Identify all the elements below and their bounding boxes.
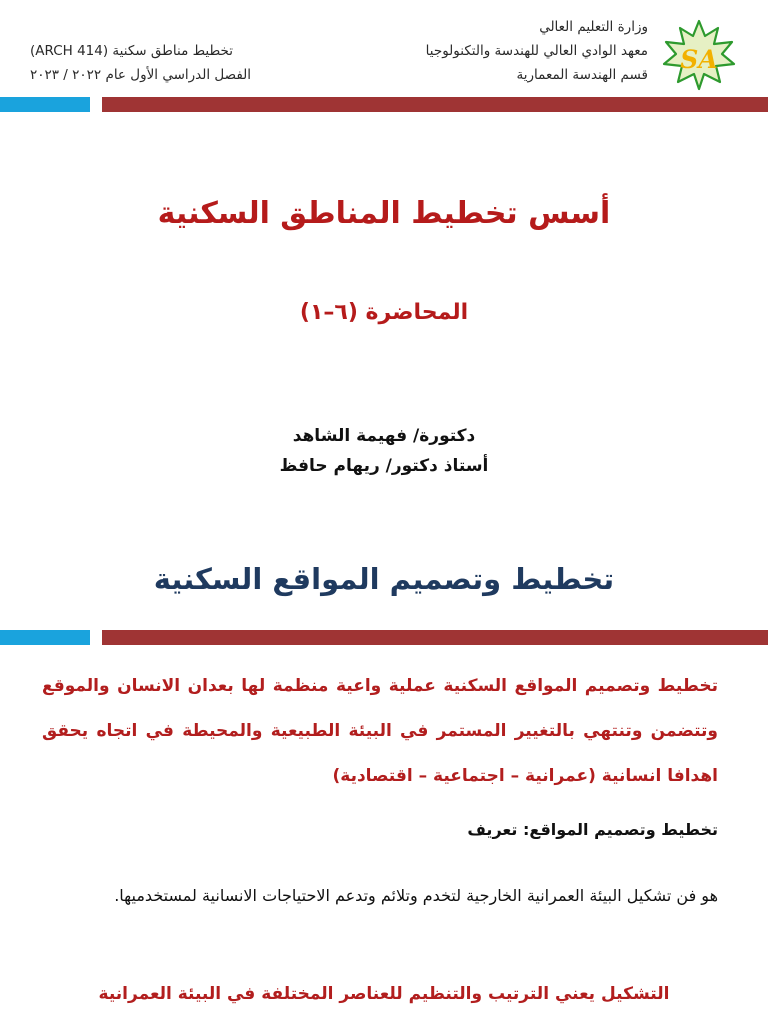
term-label: الفصل الدراسي الأول عام ٢٠٢٢ / ٢٠٢٣ <box>30 67 252 83</box>
lecture-number: المحاضرة (٦–١) <box>299 300 469 325</box>
document-title: أسس تخطيط المناطق السكنية <box>157 196 611 231</box>
institute-logo <box>660 18 738 92</box>
definition-text: هو فن تشكيل البيئة العمرانية الخارجية لتخدم وتلائم وتدعم الاحتياجات الانسانية لمستخدميها. <box>114 886 718 905</box>
institute-name: معهد الوادي العالي للهندسة والتكنولوجيا <box>425 43 648 59</box>
author-2: أستاذ دكتور/ ريهام حافظ <box>279 456 489 476</box>
divider-accent-blue <box>0 97 90 112</box>
definition-heading: تخطيط وتصميم المواقع: تعريف <box>467 820 718 839</box>
logo-text: SA <box>680 45 718 74</box>
intro-paragraph: تخطيط وتصميم المواقع السكنية عملية واعية منظمة لها بعدان الانسان والموقع وتتضمن وتنتهي بالتغيير المستمر في البيئة الطبيعية والمحيطة في اتجاه يحقق اهدافا انسانية (عمرانية – اجتماعية – اقتصادية) <box>42 676 718 786</box>
ministry-name: وزارة التعليم العالي <box>539 19 648 35</box>
divider-accent-red <box>102 97 768 112</box>
closing-statement: التشكيل يعني الترتيب والتنظيم للعناصر المختلفة في البيئة العمرانية <box>98 984 670 1004</box>
divider-accent-blue-2 <box>0 630 90 645</box>
department-name: قسم الهندسة المعمارية <box>516 67 648 83</box>
section-title: تخطيط وتصميم المواقع السكنية <box>153 562 615 596</box>
divider-accent-red-2 <box>102 630 768 645</box>
course-name: تخطيط مناطق سكنية (ARCH 414) <box>30 43 234 59</box>
author-1: دكتورة/ فهيمة الشاهد <box>292 426 476 446</box>
